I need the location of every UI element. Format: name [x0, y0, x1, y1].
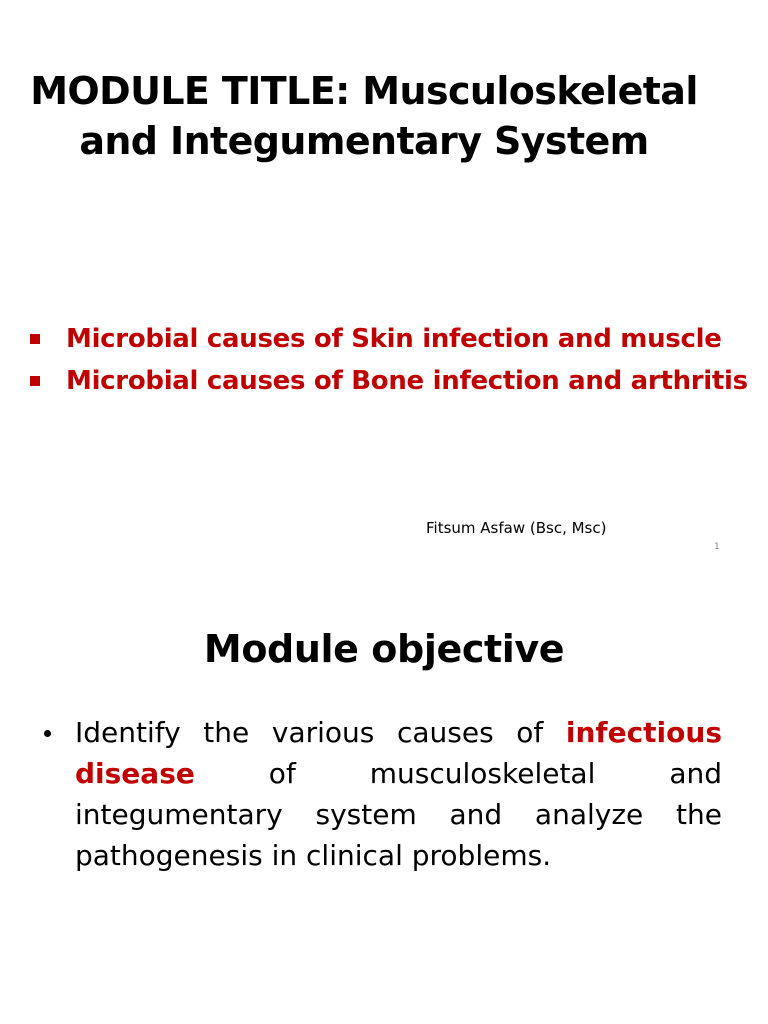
slide-title: Module objective [203, 627, 565, 671]
objective-text-end: of musculoskeletal and integumentary system and analyze the pathogenesis in clinical problems. [75, 757, 722, 872]
title-line-1: MODULE TITLE: Musculoskeletal [30, 69, 698, 113]
topic-item [30, 360, 760, 402]
objective-list [40, 712, 722, 876]
slide-number: 1 [714, 542, 720, 552]
slide-title [0, 66, 728, 166]
objective-text-start: Identify the various causes of [75, 716, 566, 749]
topic-text: Microbial causes of Skin infection and muscle [66, 324, 722, 354]
objective-highlight: infectious disease [75, 716, 722, 790]
round-bullet-icon [44, 730, 51, 737]
square-bullet-icon [30, 334, 40, 344]
topic-item [30, 318, 760, 360]
objective-item [40, 712, 722, 876]
square-bullet-icon [30, 376, 40, 386]
topic-list [30, 318, 760, 402]
topic-text: Microbial causes of Bone infection and arthritis [66, 366, 748, 396]
author-credit: Fitsum Asfaw (Bsc, Msc) [426, 519, 607, 537]
slide-2 [0, 580, 768, 1024]
title-line-2: and Integumentary System [79, 119, 649, 163]
